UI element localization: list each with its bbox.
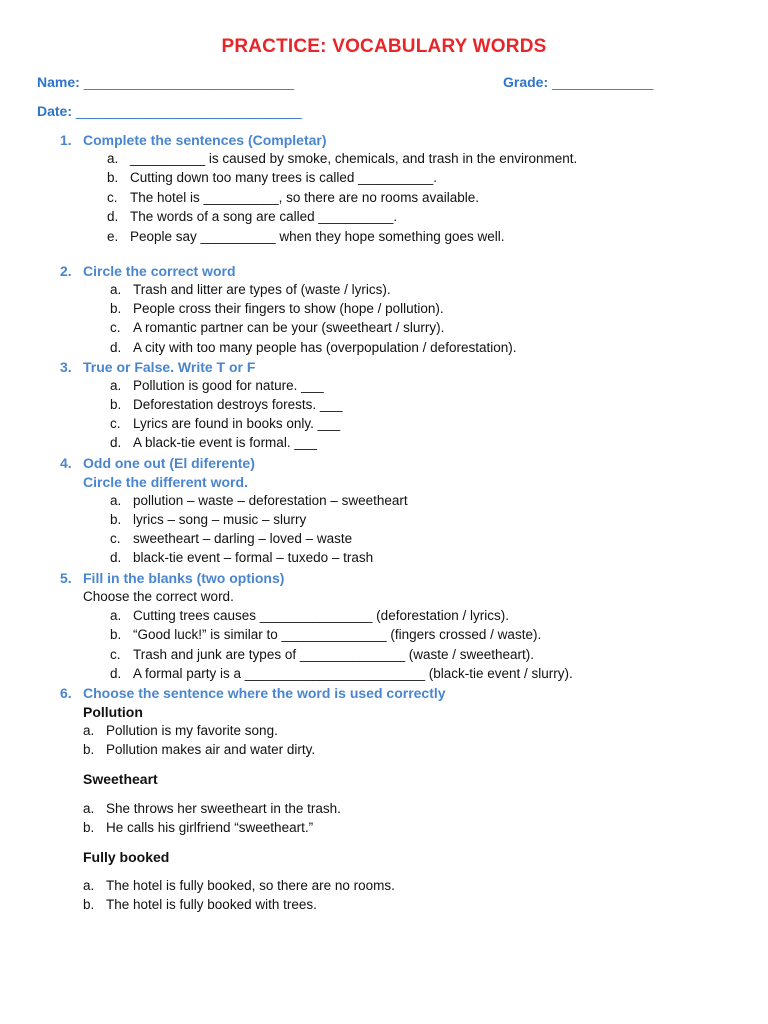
group-heading: Sweetheart — [83, 771, 158, 787]
item-letter: b. — [83, 897, 95, 912]
item-letter: a. — [107, 151, 119, 166]
item-text: He calls his girlfriend “sweetheart.” — [106, 820, 314, 835]
item-letter: d. — [110, 435, 122, 450]
item-text: A black-tie event is formal. ___ — [133, 435, 317, 450]
grade-label: Grade: — [503, 74, 549, 90]
item-text: Lyrics are found in books only. ___ — [133, 416, 341, 431]
item-text: The hotel is fully booked, so there are no rooms. — [106, 878, 395, 893]
item-letter: b. — [110, 627, 122, 642]
item-text: pollution – waste – deforestation – sweetheart — [133, 493, 408, 508]
section-title: Choose the sentence where the word is used correctly — [83, 685, 446, 701]
item-letter: d. — [110, 550, 122, 565]
item-letter: a. — [110, 378, 122, 393]
item-letter: c. — [110, 416, 121, 431]
section-number: 3. — [60, 359, 72, 375]
item-letter: c. — [110, 531, 121, 546]
grade-line: _____________ — [552, 74, 654, 90]
item-text: sweetheart – darling – loved – waste — [133, 531, 353, 546]
item-text: A formal party is a ________________________ (black-tie event / slurry). — [133, 666, 573, 681]
item-text: Deforestation destroys forests. ___ — [133, 397, 343, 412]
item-letter: d. — [110, 340, 122, 355]
item-letter: d. — [107, 209, 119, 224]
item-letter: a. — [83, 723, 95, 738]
name-label: Name: — [37, 74, 80, 90]
group-heading: Pollution — [83, 704, 143, 720]
section-subtitle: Circle the different word. — [83, 474, 248, 490]
item-text: The words of a song are called __________. — [130, 209, 398, 224]
item-letter: a. — [83, 801, 95, 816]
item-letter: c. — [110, 320, 121, 335]
item-text: The hotel is __________, so there are no rooms available. — [130, 190, 479, 205]
item-text: Cutting down too many trees is called __________. — [130, 170, 437, 185]
item-text: Cutting trees causes _______________ (deforestation / lyrics). — [133, 608, 509, 623]
item-text: Trash and litter are types of (waste / lyrics). — [133, 282, 391, 297]
item-text: Trash and junk are types of ______________ (waste / sweetheart). — [133, 647, 534, 662]
item-letter: b. — [107, 170, 119, 185]
item-letter: a. — [83, 878, 95, 893]
item-letter: c. — [107, 190, 118, 205]
item-text: “Good luck!” is similar to ______________ (fingers crossed / waste). — [133, 627, 542, 642]
item-letter: b. — [83, 820, 95, 835]
item-text: A city with too many people has (overpopulation / deforestation). — [133, 340, 517, 355]
name-field — [37, 74, 294, 90]
section-title: Circle the correct word — [83, 263, 236, 279]
item-text: __________ is caused by smoke, chemicals, and trash in the environment. — [130, 151, 578, 166]
item-text: Pollution is my favorite song. — [106, 723, 278, 738]
item-text: People cross their fingers to show (hope / pollution). — [133, 301, 444, 316]
item-letter: c. — [110, 647, 121, 662]
section-number: 2. — [60, 263, 72, 279]
item-text: She throws her sweetheart in the trash. — [106, 801, 341, 816]
item-letter: a. — [110, 608, 122, 623]
date-field — [37, 103, 302, 119]
item-text: Pollution is good for nature. ___ — [133, 378, 324, 393]
group-heading: Fully booked — [83, 849, 170, 865]
date-label: Date: — [37, 103, 73, 119]
section-number: 4. — [60, 455, 72, 471]
item-text: People say __________ when they hope something goes well. — [130, 229, 505, 244]
item-text: The hotel is fully booked with trees. — [106, 897, 317, 912]
item-text: A romantic partner can be your (sweetheart / slurry). — [133, 320, 445, 335]
grade-field — [503, 74, 653, 90]
item-letter: e. — [107, 229, 119, 244]
page-title: PRACTICE: VOCABULARY WORDS — [221, 36, 547, 57]
item-letter: b. — [110, 397, 122, 412]
name-line: ___________________________ — [83, 74, 294, 90]
section-title: Complete the sentences (Completar) — [83, 132, 327, 148]
item-letter: b. — [110, 512, 122, 527]
section-number: 1. — [60, 132, 72, 148]
item-letter: b. — [83, 742, 95, 757]
item-text: lyrics – song – music – slurry — [133, 512, 307, 527]
item-letter: d. — [110, 666, 122, 681]
item-letter: a. — [110, 282, 122, 297]
section-title: Odd one out (El diferente) — [83, 455, 255, 471]
item-letter: b. — [110, 301, 122, 316]
item-letter: a. — [110, 493, 122, 508]
section-number: 5. — [60, 570, 72, 586]
item-text: black-tie event – formal – tuxedo – trash — [133, 550, 374, 565]
section-instruction: Choose the correct word. — [83, 589, 234, 604]
item-text: Pollution makes air and water dirty. — [106, 742, 316, 757]
section-title: Fill in the blanks (two options) — [83, 570, 285, 586]
date-line: _____________________________ — [75, 103, 302, 119]
section-number: 6. — [60, 685, 72, 701]
section-title: True or False. Write T or F — [83, 359, 256, 375]
